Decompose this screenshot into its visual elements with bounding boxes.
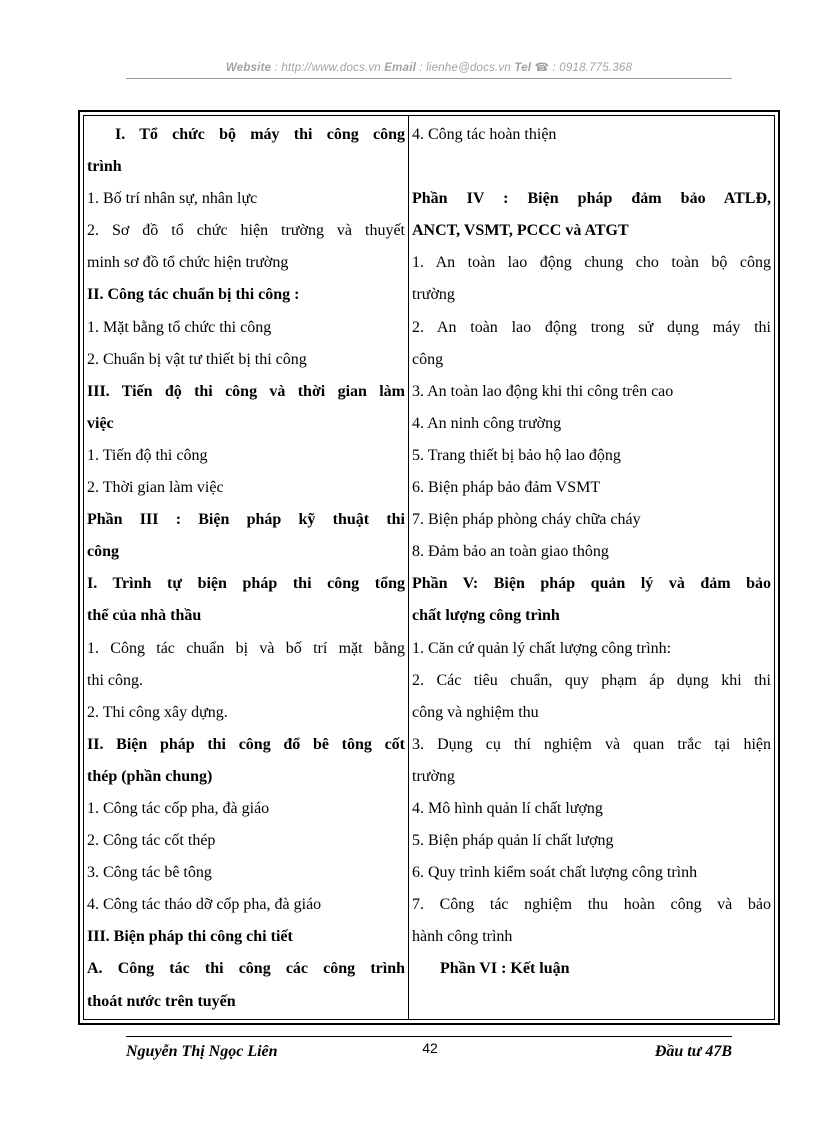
toc-line: 5. Trang thiết bị bảo hộ lao động [412, 446, 621, 464]
toc-line: II. Biện pháp thi công đổ bê tông cốt [87, 735, 405, 753]
toc-line: 2. Sơ đồ tổ chức hiện trường và thuyết [87, 222, 405, 240]
toc-line: III. Tiến độ thi công và thời gian làm [87, 382, 405, 400]
toc-line: I. Trình tự biện pháp thi công tổng [87, 575, 405, 593]
toc-line: thi công. [87, 671, 143, 689]
toc-line: thép (phần chung) [87, 767, 213, 785]
tel-value: ☎ : 0918.775.368 [534, 62, 633, 74]
toc-line: III. Biện pháp thi công chi tiết [87, 928, 293, 946]
email-label: Email [384, 62, 416, 74]
toc-line: 6. Quy trình kiểm soát chất lượng công trình [412, 864, 698, 882]
tel-label: Tel [514, 62, 532, 74]
toc-table [78, 110, 780, 1025]
website-value: : http://www.docs.vn [274, 62, 381, 74]
toc-line: ANCT, VSMT, PCCC và ATGT [412, 222, 629, 240]
footer-author: Nguyễn Thị Ngọc Liên [126, 1043, 278, 1060]
toc-line: 2. Công tác cốt thép [87, 832, 216, 850]
toc-line: Phần V: Biện pháp quản lý và đảm bảo [412, 575, 771, 593]
toc-line: công [87, 543, 119, 561]
toc-line: 2. An toàn lao động trong sử dụng máy thi [412, 318, 771, 336]
toc-line: minh sơ đồ tổ chức hiện trường [87, 254, 289, 272]
toc-line: trường [412, 767, 455, 785]
toc-line: 8. Đảm bảo an toàn giao thông [412, 543, 609, 561]
page-number: 42 [422, 1040, 438, 1056]
toc-line: công [412, 350, 444, 368]
toc-line: hành công trình [412, 928, 513, 946]
toc-line: chất lượng công trình [412, 607, 560, 625]
header-divider [126, 78, 732, 79]
toc-line: Phần III : Biện pháp kỹ thuật thi [87, 511, 405, 529]
toc-right-column [409, 116, 774, 1019]
toc-line: 2. Chuẩn bị vật tư thiết bị thi công [87, 350, 307, 368]
toc-line: 1. Công tác chuẩn bị và bố trí mặt bằng [87, 639, 405, 657]
toc-table-inner [83, 115, 775, 1020]
toc-line: 2. Các tiêu chuẩn, quy phạm áp dụng khi thi [412, 671, 771, 689]
toc-line: 3. An toàn lao động khi thi công trên cao [412, 382, 674, 400]
toc-line: 7. Công tác nghiệm thu hoàn công và bảo [412, 896, 771, 914]
toc-line: trường [412, 286, 455, 304]
toc-line: 1. Công tác cốp pha, đà giáo [87, 799, 270, 817]
website-label: Website [225, 62, 272, 74]
toc-line: 5. Biện pháp quản lí chất lượng [412, 832, 614, 850]
toc-line: Phần VI : Kết luận [440, 960, 570, 978]
toc-line: 4. Mô hình quản lí chất lượng [412, 799, 603, 817]
toc-line: 4. Công tác hoàn thiện [412, 126, 557, 143]
toc-line: Phần IV : Biện pháp đảm bảo ATLĐ, [412, 190, 771, 208]
toc-line: A. Công tác thi công các công trình [87, 960, 405, 978]
toc-line: 2. Thời gian làm việc [87, 479, 224, 497]
page-header [126, 60, 732, 74]
toc-line: 1. Căn cứ quản lý chất lượng công trình: [412, 639, 672, 657]
email-value: : lienhe@docs.vn [419, 62, 511, 74]
footer-divider [126, 1036, 732, 1037]
toc-line: II. Công tác chuẩn bị thi công : [87, 286, 300, 304]
toc-line [412, 986, 771, 1018]
toc-left-column [84, 116, 409, 1019]
toc-line: trình [87, 158, 122, 176]
toc-line: I. Tổ chức bộ máy thi công công [115, 126, 405, 143]
toc-line: công và nghiệm thu [412, 703, 539, 721]
toc-line: 3. Công tác bê tông [87, 864, 212, 882]
toc-line: 4. An ninh công trường [412, 414, 562, 432]
toc-line: thể của nhà thầu [87, 607, 202, 625]
footer-class: Đầu tư 47B [654, 1043, 732, 1060]
toc-line: 3. Dụng cụ thí nghiệm và quan trắc tại hiện [412, 735, 771, 753]
toc-line: 1. Mặt bằng tổ chức thi công [87, 318, 272, 336]
toc-line: 6. Biện pháp bảo đảm VSMT [412, 479, 601, 497]
toc-line: 7. Biện pháp phòng cháy chữa cháy [412, 511, 641, 529]
toc-line: thoát nước trên tuyến [87, 992, 236, 1010]
toc-line: 2. Thi công xây dựng. [87, 703, 228, 721]
toc-line: việc [87, 414, 114, 432]
toc-line: 4. Công tác tháo dỡ cốp pha, đà giáo [87, 896, 322, 914]
toc-line: 1. Bố trí nhân sự, nhân lực [87, 190, 258, 208]
toc-line: 1. Tiến độ thi công [87, 446, 208, 464]
toc-line: 1. An toàn lao động chung cho toàn bộ công [412, 254, 771, 272]
toc-line [412, 151, 771, 183]
